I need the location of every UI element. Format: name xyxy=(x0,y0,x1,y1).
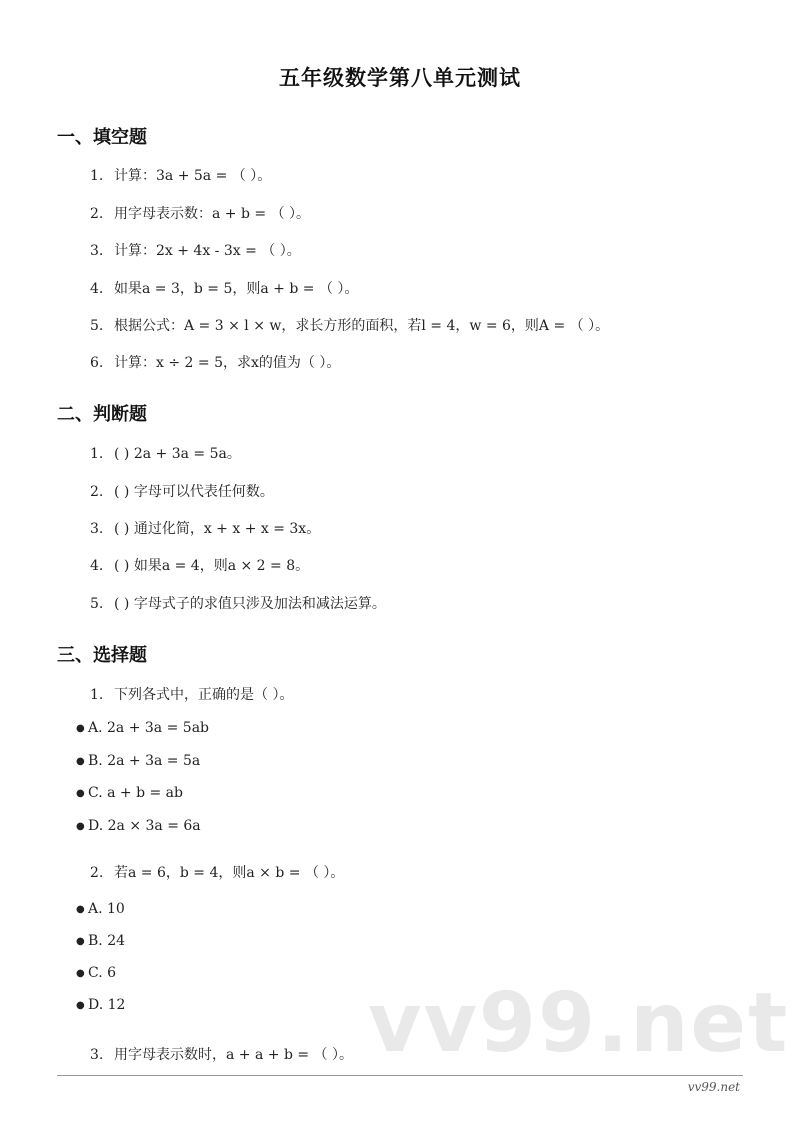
question-text: 若a = 6，b = 4，则a × b = （ ）。 xyxy=(114,865,345,881)
option-text: D. 2a × 3a = 6a xyxy=(88,818,201,834)
bullet-icon: ● xyxy=(76,1000,85,1011)
option-text: B. 24 xyxy=(88,933,126,949)
option-item xyxy=(76,720,209,736)
option-item xyxy=(76,785,183,801)
fill-question-1 xyxy=(90,165,271,185)
bullet-icon: ● xyxy=(76,788,85,799)
option-text: A. 2a + 3a = 5ab xyxy=(88,720,209,736)
question-text: 计算：2x + 4x - 3x = （ ）。 xyxy=(114,243,301,259)
question-number: 2. xyxy=(90,484,104,500)
bullet-icon: ● xyxy=(76,904,85,915)
bullet-icon: ● xyxy=(76,936,85,947)
option-text: B. 2a + 3a = 5a xyxy=(88,753,201,769)
judge-question-4 xyxy=(90,555,309,575)
question-text: ( ) 2a + 3a = 5a。 xyxy=(114,446,241,462)
question-text: ( ) 通过化简，x + x + x = 3x。 xyxy=(114,521,321,537)
question-text: 根据公式：A = 3 × l × w，求长方形的面积，若l = 4，w = 6，则A = （ ）。 xyxy=(114,318,610,334)
option-text: C. 6 xyxy=(88,965,117,981)
option-item xyxy=(76,997,125,1013)
fill-question-3 xyxy=(90,240,301,260)
section-heading-choice: 三、选择题 xyxy=(57,645,147,666)
bullet-icon: ● xyxy=(76,821,85,832)
judge-question-3 xyxy=(90,518,320,538)
page-title: 五年级数学第八单元测试 xyxy=(279,66,521,90)
question-number: 4. xyxy=(90,281,104,297)
question-number: 4. xyxy=(90,558,104,574)
judge-question-5 xyxy=(90,593,386,613)
question-number: 3. xyxy=(90,521,104,537)
choice-question-3 xyxy=(90,1044,353,1064)
watermark: vv99.net xyxy=(368,976,790,1071)
option-item xyxy=(76,818,201,834)
question-number: 1. xyxy=(90,687,104,703)
question-text: 如果a = 3，b = 5，则a + b = （ ）。 xyxy=(114,281,359,297)
question-text: 用字母表示数时，a + a + b = （ ）。 xyxy=(114,1047,353,1063)
question-number: 5. xyxy=(90,596,104,612)
fill-question-6 xyxy=(90,352,340,372)
question-text: 计算：3a + 5a = （ ）。 xyxy=(114,168,272,184)
question-text: ( ) 字母式子的求值只涉及加法和减法运算。 xyxy=(114,596,386,612)
question-number: 6. xyxy=(90,355,104,371)
option-text: C. a + b = ab xyxy=(88,785,183,801)
option-text: A. 10 xyxy=(88,901,125,917)
fill-question-4 xyxy=(90,278,358,298)
choice-question-1 xyxy=(90,684,293,704)
bullet-icon: ● xyxy=(76,968,85,979)
question-number: 1. xyxy=(90,168,104,184)
section-heading-fill: 一、填空题 xyxy=(57,127,147,148)
question-number: 2. xyxy=(90,865,104,881)
fill-question-2 xyxy=(90,203,310,223)
section-heading-judge: 二、判断题 xyxy=(57,404,147,425)
footer-site-label: vv99.net xyxy=(687,1080,740,1094)
option-text: D. 12 xyxy=(88,997,126,1013)
fill-question-5 xyxy=(90,315,609,335)
question-text: 计算：x ÷ 2 = 5，求x的值为（ ）。 xyxy=(114,355,341,371)
question-text: ( ) 如果a = 4，则a × 2 = 8。 xyxy=(114,558,310,574)
judge-question-1 xyxy=(90,443,241,463)
option-item xyxy=(76,965,116,981)
question-text: 用字母表示数：a + b = （ ）。 xyxy=(114,206,311,222)
judge-question-2 xyxy=(90,481,274,501)
option-item xyxy=(76,753,200,769)
bullet-icon: ● xyxy=(76,756,85,767)
question-text: ( ) 字母可以代表任何数。 xyxy=(114,484,274,500)
option-item xyxy=(76,901,125,917)
choice-question-2 xyxy=(90,862,344,882)
question-number: 5. xyxy=(90,318,104,334)
question-number: 3. xyxy=(90,1047,104,1063)
bullet-icon: ● xyxy=(76,723,85,734)
question-text: 下列各式中，正确的是（ ）。 xyxy=(114,687,294,703)
option-item xyxy=(76,933,125,949)
question-number: 2. xyxy=(90,206,104,222)
question-number: 1. xyxy=(90,446,104,462)
footer-divider xyxy=(57,1075,743,1076)
question-number: 3. xyxy=(90,243,104,259)
